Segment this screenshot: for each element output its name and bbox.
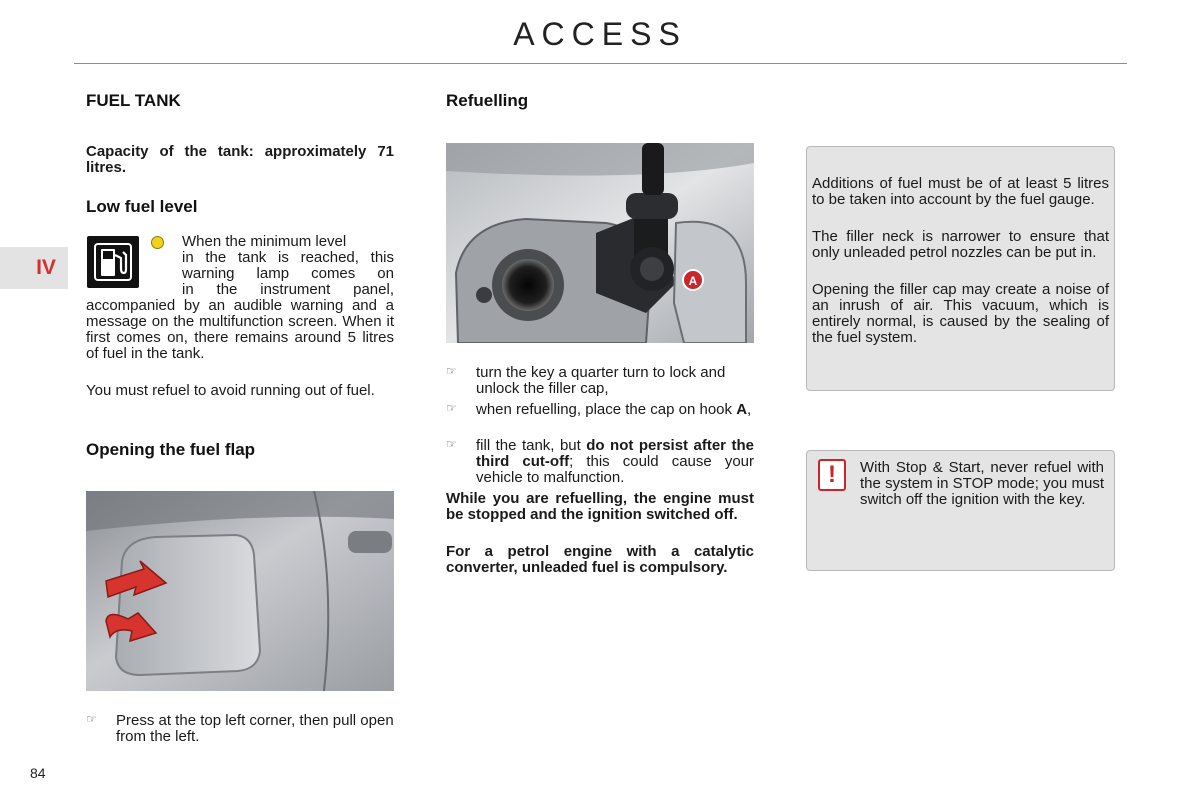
pointing-hand-icon: ☞ [446,437,457,451]
filler-cap-photo [446,143,754,343]
warning-box [806,450,1115,571]
pointing-hand-icon: ☞ [446,364,457,378]
unleaded-fuel-note: For a petrol engine with a catalytic converter, unleaded fuel is compulsory. [446,543,754,576]
info-box [806,146,1115,391]
info-paragraph-3: Opening the filler cap may create a noise of an inrush of air. This vacuum, which is entirely normal, is caused by the sealing of the fuel system. [812,281,1109,346]
heading-opening-fuel-flap: Opening the fuel flap [86,440,256,459]
fuel-pump-icon [87,236,139,288]
warning-lamp-indicator-icon [151,236,164,249]
hook-a-label: A [688,274,698,288]
chapter-tab [0,247,68,289]
engine-stopped-note: While you are refuelling, the engine must be stopped and the ignition switched off. [446,490,754,523]
low-fuel-line-3: warning lamp comes on [182,265,394,282]
page-number: 84 [30,765,46,781]
info-paragraph-1: Additions of fuel must be of at least 5 litres to be taken into account by the fuel gauge. [812,175,1109,208]
low-fuel-line-2: in the tank is reached, this [182,249,394,266]
fuel-flap-photo [86,491,394,691]
heading-low-fuel-level: Low fuel level [86,197,198,216]
low-fuel-paragraph: accompanied by an audible warning and a message on the multifunction screen. When it first comes on, there remains around 5 litres of fuel in the tank. [86,297,394,362]
pointing-hand-icon: ☞ [86,712,97,726]
tank-capacity: Capacity of the tank: approximately 71 litres. [86,143,394,176]
section-title-refuelling: Refuelling [446,91,529,110]
header-divider [74,63,1127,64]
section-title-fuel-tank: FUEL TANK [86,91,181,110]
info-paragraph-2: The filler neck is narrower to ensure that only unleaded petrol nozzles can be put in. [812,228,1109,261]
stop-start-warning: With Stop & Start, never refuel with the system in STOP mode; you must switch off the ignition with the key. [860,459,1104,508]
pointing-hand-icon: ☞ [446,401,457,415]
chapter-number: IV [36,256,56,279]
exclamation-icon: ! [818,459,846,491]
refuel-advice: You must refuel to avoid running out of fuel. [86,382,375,399]
page-title: ACCESS [513,16,687,52]
low-fuel-line-1: When the minimum level [182,233,347,250]
low-fuel-line-4: in the instrument panel, [182,281,394,298]
